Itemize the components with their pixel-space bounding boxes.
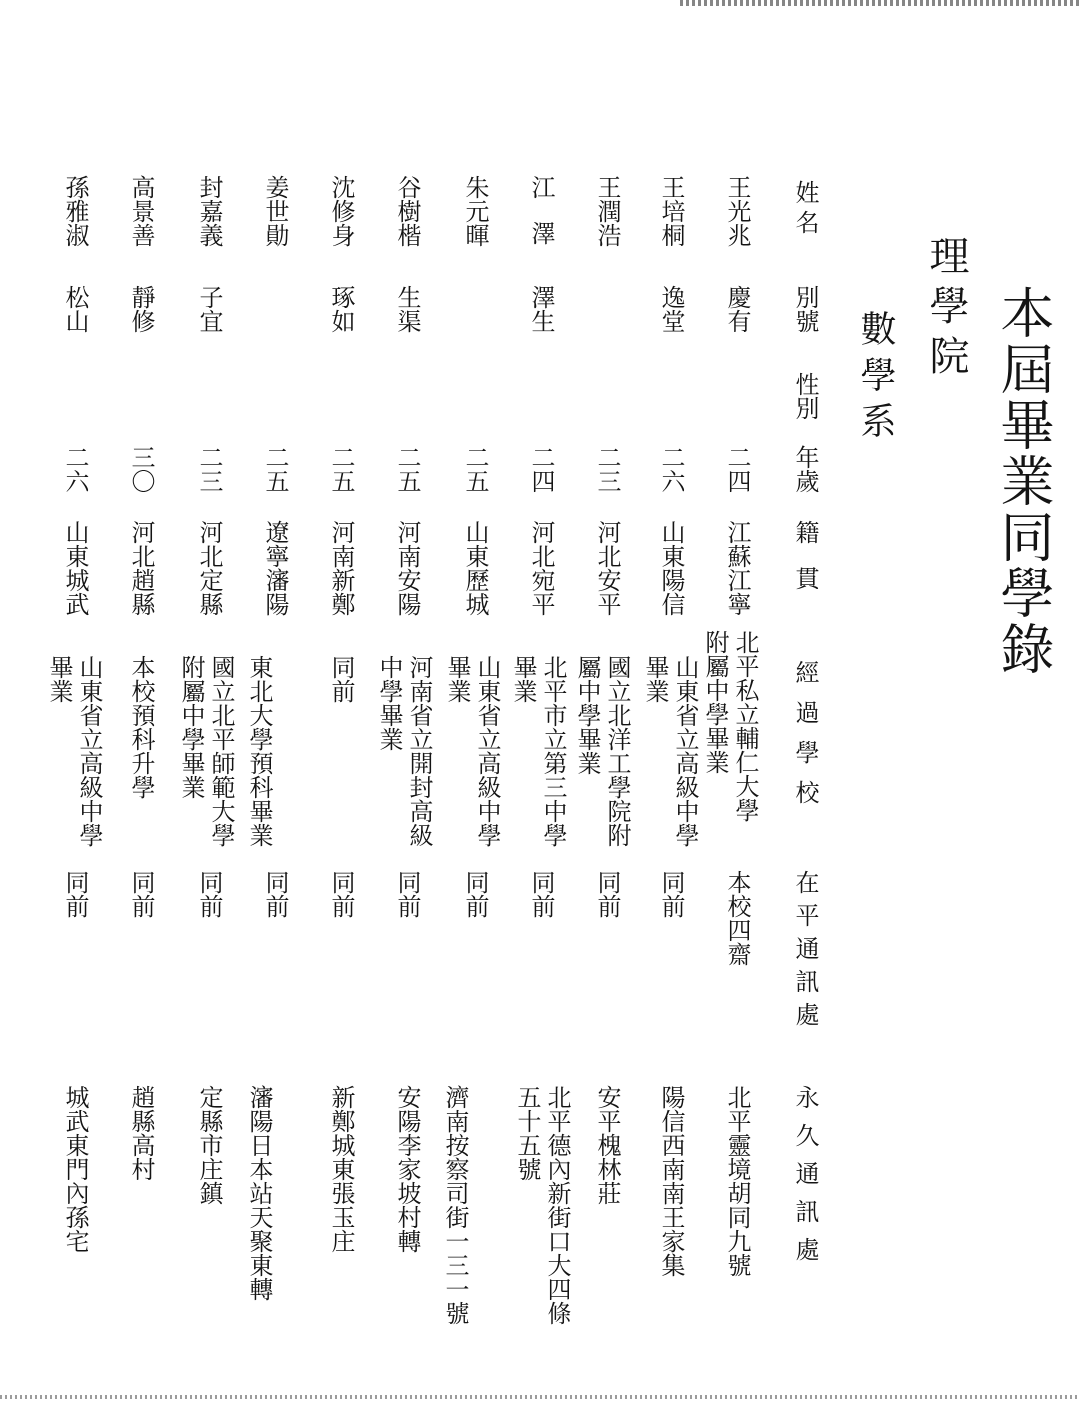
row-alias: 慶有 [723, 285, 751, 333]
page-title: 本屆畢業同學錄 [992, 285, 1055, 677]
row-current-address: 同前 [327, 870, 355, 918]
row-current-address: 同前 [127, 870, 155, 918]
row-origin: 遼寧瀋陽 [261, 520, 289, 616]
header-history: 經過學校 [791, 660, 819, 820]
college-name: 理學院 [923, 235, 969, 385]
row-permanent-address: 濟南按察司街一三一號 [441, 1085, 469, 1325]
row-age: 三〇 [127, 445, 155, 493]
scan-edge-top [680, 0, 1080, 6]
row-alias: 靜修 [127, 285, 155, 333]
row-current-address: 同前 [393, 870, 421, 918]
header-origin: 籍貫 [791, 520, 819, 612]
department-name: 數學系 [855, 310, 896, 448]
row-history: 國立北平師範大學附屬中學畢業 [177, 655, 235, 847]
row-history: 山東省立高級中學畢業 [443, 655, 501, 847]
header-permanent-address: 永久通訊處 [791, 1085, 819, 1275]
row-alias: 生渠 [393, 285, 421, 333]
row-name: 谷樹楷 [393, 175, 421, 247]
row-current-address: 同前 [195, 870, 223, 918]
header-name: 姓名 [791, 180, 819, 240]
row-current-address: 同前 [527, 870, 555, 918]
row-permanent-address: 安陽李家坡村轉 [393, 1085, 421, 1253]
row-permanent-address: 城武東門內孫宅 [61, 1085, 89, 1253]
row-history: 東北大學預科畢業 [245, 655, 273, 847]
row-history: 山東省立高級中學畢業 [641, 655, 699, 847]
header-gender: 性別 [791, 372, 819, 420]
row-permanent-address: 北平德內新街口大四條五十五號 [513, 1085, 571, 1325]
row-alias: 逸堂 [657, 285, 685, 333]
row-history: 山東省立高級中學畢業 [45, 655, 103, 847]
row-history: 北平市立第三中學畢業 [509, 655, 567, 847]
row-history: 國立北洋工學院附屬中學畢業 [573, 655, 631, 847]
row-name: 朱元暉 [461, 175, 489, 247]
row-age: 二三 [195, 445, 223, 493]
row-permanent-address: 新鄭城東張玉庄 [327, 1085, 355, 1253]
row-age: 二四 [527, 445, 555, 493]
row-permanent-address: 安平槐林莊 [593, 1085, 621, 1205]
row-name: 江澤 [527, 175, 555, 267]
row-origin: 山東歷城 [461, 520, 489, 616]
row-current-address: 同前 [657, 870, 685, 918]
row-origin: 河南安陽 [393, 520, 421, 616]
row-name: 孫雅淑 [61, 175, 89, 247]
row-origin: 山東陽信 [657, 520, 685, 616]
row-age: 二五 [393, 445, 421, 493]
header-current-address: 在平通訊處 [791, 870, 819, 1035]
row-current-address: 同前 [61, 870, 89, 918]
row-name: 王培桐 [657, 175, 685, 247]
row-history: 河南省立開封高級中學畢業 [375, 655, 433, 847]
row-current-address: 同前 [593, 870, 621, 918]
row-origin: 河北安平 [593, 520, 621, 616]
row-permanent-address: 北平靈境胡同九號 [723, 1085, 751, 1277]
row-age: 二五 [461, 445, 489, 493]
row-name: 封嘉義 [195, 175, 223, 247]
row-name: 王光兆 [723, 175, 751, 247]
row-current-address: 同前 [461, 870, 489, 918]
row-history: 北平私立輔仁大學附屬中學畢業 [701, 630, 759, 822]
row-alias: 子宜 [195, 285, 223, 333]
row-age: 二五 [327, 445, 355, 493]
row-current-address: 同前 [261, 870, 289, 918]
row-age: 二四 [723, 445, 751, 493]
row-current-address: 本校四齋 [723, 870, 751, 966]
scan-edge-bottom [0, 1395, 1080, 1399]
row-origin: 山東城武 [61, 520, 89, 616]
row-name: 高景善 [127, 175, 155, 247]
row-age: 二六 [61, 445, 89, 493]
row-age: 二三 [593, 445, 621, 493]
row-origin: 河北定縣 [195, 520, 223, 616]
row-age: 二五 [261, 445, 289, 493]
row-permanent-address: 瀋陽日本站天聚東轉 [245, 1085, 273, 1301]
row-history: 本校預科升學 [127, 655, 155, 799]
row-alias: 松山 [61, 285, 89, 333]
header-age: 年歲 [791, 445, 819, 493]
row-age: 二六 [657, 445, 685, 493]
row-name: 姜世勛 [261, 175, 289, 247]
row-alias: 澤生 [527, 285, 555, 333]
row-origin: 河南新鄭 [327, 520, 355, 616]
row-origin: 河北宛平 [527, 520, 555, 616]
row-origin: 江蘇江寧 [723, 520, 751, 616]
row-name: 王潤浩 [593, 175, 621, 247]
row-permanent-address: 陽信西南南王家集 [657, 1085, 685, 1277]
row-alias: 琢如 [327, 285, 355, 333]
row-origin: 河北趙縣 [127, 520, 155, 616]
header-alias: 別號 [791, 285, 819, 333]
row-permanent-address: 趙縣高村 [127, 1085, 155, 1181]
row-permanent-address: 定縣市庄鎮 [195, 1085, 223, 1205]
row-history: 同前 [327, 655, 355, 703]
row-name: 沈修身 [327, 175, 355, 247]
